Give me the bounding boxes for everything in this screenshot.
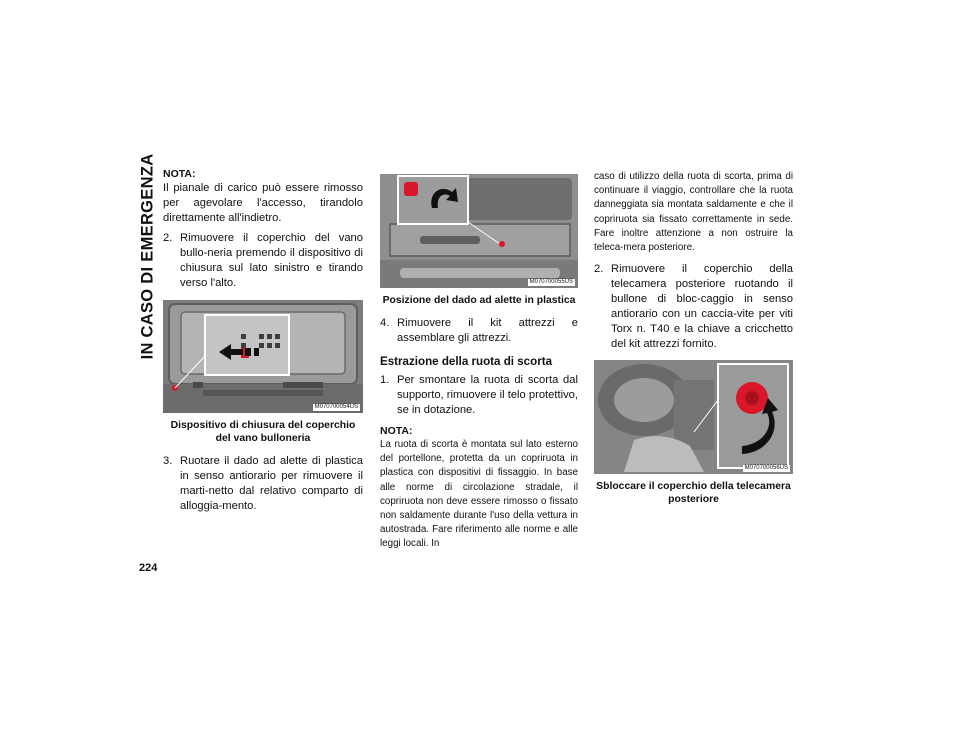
bulloneria-cover-illustration — [163, 300, 363, 413]
step-1 — [380, 373, 578, 418]
step-number: 3. — [163, 455, 173, 467]
figure-code: M070700055US — [529, 279, 573, 285]
camera-cover-illustration — [594, 360, 793, 474]
step-text: Rimuovere il coperchio del vano bullo-neria premendo il dispositivo di chiusura sul lato sinistro e tirando verso l'alto. — [180, 232, 363, 289]
column-3 — [594, 170, 793, 506]
step-2 — [163, 231, 363, 291]
section-tab — [138, 153, 158, 359]
step-number: 2. — [163, 232, 173, 244]
wing-nut-illustration — [380, 174, 578, 288]
step-number: 2. — [594, 263, 604, 276]
step-number: 4. — [380, 317, 390, 329]
figure-wing-nut — [380, 174, 578, 288]
note-text: La ruota di scorta è montata sul lato esterno del portellone, protetta da un copriruota in plastica con dispositivi di fissaggio. In base alle norme di circolazione stradale, il copriruota non deve essere rimosso o fissato non saldamente durante l'uso della vettura in autostrada. Fare riferimento alle norme e alle leggi locali. In — [380, 439, 578, 550]
step-4 — [380, 316, 578, 346]
figure-code: M070700054US — [314, 404, 358, 410]
figure-caption: Posizione del dado ad alette in plastica — [382, 295, 576, 306]
note-title: NOTA: — [163, 168, 196, 180]
page-number: 224 — [139, 562, 158, 574]
step-3 — [163, 454, 363, 514]
section-title: IN CASO DI EMERGENZA — [138, 153, 157, 359]
figure-camera-cover — [594, 360, 793, 474]
figure-caption: Dispositivo di chiusura del coperchio del vano bulloneria — [170, 420, 356, 444]
step-text: Ruotare il dado ad alette di plastica in senso antiorario per rimuovere il marti-netto dal relativo comparto di alloggia-mento. — [180, 455, 363, 512]
step-text: Per smontare la ruota di scorta dal supporto, rimuovere il telo protettivo, se in dotazione. — [397, 374, 578, 416]
figure-caption: Sbloccare il coperchio della telecamera posteriore — [596, 481, 791, 506]
step-2 — [594, 262, 793, 352]
note-title: NOTA: — [380, 425, 413, 437]
step-number: 1. — [380, 374, 390, 386]
figure-code: M070700056US — [744, 465, 788, 472]
note-text: Il pianale di carico può essere rimosso per agevolare l'accesso, tirandolo direttamente all'indietro. — [163, 182, 363, 224]
step-text: Rimuovere il coperchio della telecamera posteriore ruotando il bullone di bloc-caggio in senso antiorario con un caccia-vite per viti Torx n. T40 e la chiave a cricchetto del kit attrezzi fornito. — [611, 263, 793, 351]
step-text: Rimuovere il kit attrezzi e assemblare gli attrezzi. — [397, 317, 578, 344]
column-1 — [163, 168, 363, 514]
note-continuation: caso di utilizzo della ruota di scorta, prima di continuare il viaggio, controllare che la ruota danneggiata sia montata saldamente e che il copriruota sia fissato correttamente in sede. Fare inoltre attenzione a non ostruire la teleca-mera posteriore. — [594, 171, 793, 254]
figure-bulloneria-cover — [163, 300, 363, 413]
column-2 — [380, 174, 578, 552]
section-heading: Estrazione della ruota di scorta — [380, 355, 553, 368]
